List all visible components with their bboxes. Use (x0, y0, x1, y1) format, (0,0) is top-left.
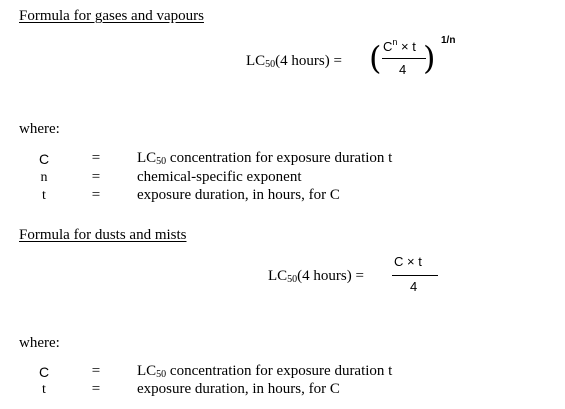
where-label: where: (19, 121, 60, 137)
equals-sign: = (91, 150, 101, 166)
equals-sign: = (91, 187, 101, 203)
symbol-t: t (42, 188, 46, 203)
formula-numerator: $C^n \times t$ (383, 37, 416, 54)
definition-C: $LC_{50}$ concentration for exposure duration t (137, 150, 393, 167)
heading-gases-vapours: Formula for gases and vapours (19, 8, 204, 24)
fraction-bar (392, 275, 438, 276)
equals-sign: = (91, 169, 101, 185)
definition-n: chemical-specific exponent (137, 169, 302, 185)
formula-lhs: $LC_{50}(4$ hours) = (268, 268, 364, 285)
symbol-C: C (38, 364, 50, 380)
symbol-n: n (40, 170, 48, 185)
formula-denominator: 4 (399, 62, 407, 77)
left-paren: ( (369, 39, 382, 77)
outer-exponent: 1/n (441, 35, 456, 46)
where-label: where: (19, 335, 60, 351)
definition-C: $LC_{50}$ concentration for exposure duration t (137, 363, 393, 380)
fraction-bar (382, 58, 426, 59)
formula-denominator: 4 (410, 279, 418, 294)
right-paren: ) (423, 39, 436, 77)
heading-dusts-mists: Formula for dusts and mists (19, 227, 187, 243)
definition-t: exposure duration, in hours, for C (137, 381, 340, 397)
equals-sign: = (91, 381, 101, 397)
formula-lhs: $LC_{50}(4$ hours) = (246, 53, 342, 70)
definition-t: exposure duration, in hours, for C (137, 187, 340, 203)
symbol-C: C (38, 151, 50, 167)
equals-sign: = (91, 363, 101, 379)
formula-numerator: C × t (394, 254, 422, 269)
symbol-t: t (42, 382, 46, 397)
